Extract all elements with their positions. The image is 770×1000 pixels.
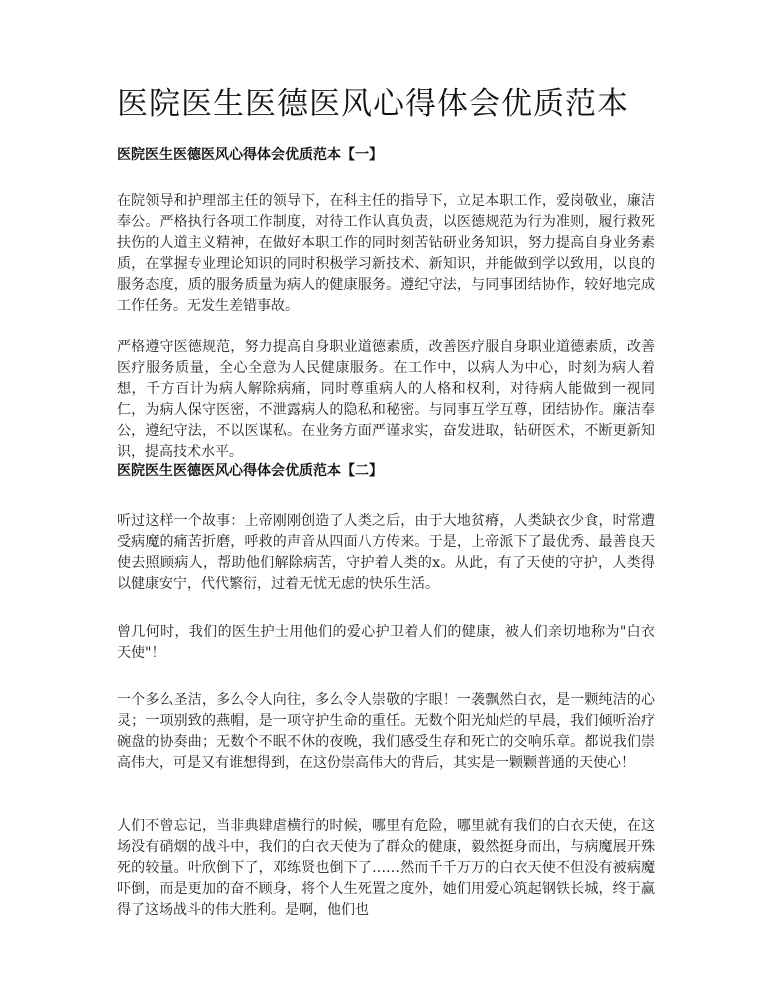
paragraph-2-4: 人们不曾忘记，当非典肆虐横行的时候，哪里有危险，哪里就有我们的白衣天使，在这场没有硝烟的战斗中，我们的白衣天使为了群众的健康，毅然挺身而出，与病魔展开殊死的较量。叶欣倒下了，邓练贤也倒下了……然而千千万万的白衣天使不但没有被病魔吓倒，而是更加的奋不顾身，将个人生死置之度外，她们用爱心筑起钢铁长城，终于赢得了这场战斗的伟大胜利。是啊，他们也 <box>117 818 655 918</box>
paragraph-1-2: 严格遵守医德规范，努力提高自身职业道德素质，改善医疗服自身职业道德素质，改善医疗服务质量，全心全意为人民健康服务。在工作中，以病人为中心，时刻为病人着想，千方百计为病人解除病痛，同时尊重病人的人格和权利，对待病人能做到一视同仁，为病人保守医密，不泄露病人的隐私和秘密。与同事互学互尊，团结协作。廉洁奉公，遵纪守法，不以医谋私。在业务方面严谨求实，奋发进取，钻研医术，不断更新知识，提高技术水平。 <box>117 339 655 460</box>
section-heading-1: 医院医生医德医风心得体会优质范本【一】 <box>117 147 383 163</box>
paragraph-2-1: 听过这样一个故事：上帝刚刚创造了人类之后，由于大地贫瘠，人类缺衣少食，时常遭受病魔的痛苦折磨，呼救的声音从四面八方传来。于是，上帝派下了最优秀、最善良天使去照顾病人，帮助他们解除病苦，守护着人类的x。从此，有了天使的守护，人类得以健康安宁，代代繁衍，过着无忧无虑的快乐生活。 <box>117 513 655 592</box>
paragraph-2-3: 一个多么圣洁，多么令人向往，多么令人崇敬的字眼！一袭飘然白衣，是一颗纯洁的心灵；一项别致的燕帽，是一项守护生命的重任。无数个阳光灿烂的早晨，我们倾听治疗碗盘的协奏曲；无数个不眠不休的夜晚，我们感受生存和死亡的交响乐章。都说我们崇高伟大，可是又有谁想得到，在这份崇高伟大的背后，其实是一颗颗普通的天使心！ <box>117 692 655 771</box>
paragraph-2-2: 曾几何时，我们的医生护士用他们的爱心护卫着人们的健康，被人们亲切地称为"白衣天使"！ <box>117 624 655 661</box>
section-heading-2: 医院医生医德医风心得体会优质范本【二】 <box>117 463 383 479</box>
document-title: 医院医生医德医风心得体会优质范本 <box>117 86 629 122</box>
paragraph-1-1: 在院领导和护理部主任的领导下，在科主任的指导下，立足本职工作，爱岗敬业，廉洁奉公。严格执行各项工作制度，对待工作认真负责，以医德规范为行为准则，履行救死扶伤的人道主义精神，在做好本职工作的同时刻苦钻研业务知识，努力提高自身业务素质，在掌握专业理论知识的同时积极学习新技术、新知识，并能做到学以致用，以良的服务态度，质的服务质量为病人的健康服务。遵纪守法，与同事团结协作，较好地完成工作任务。无发生差错事故。 <box>117 193 655 314</box>
